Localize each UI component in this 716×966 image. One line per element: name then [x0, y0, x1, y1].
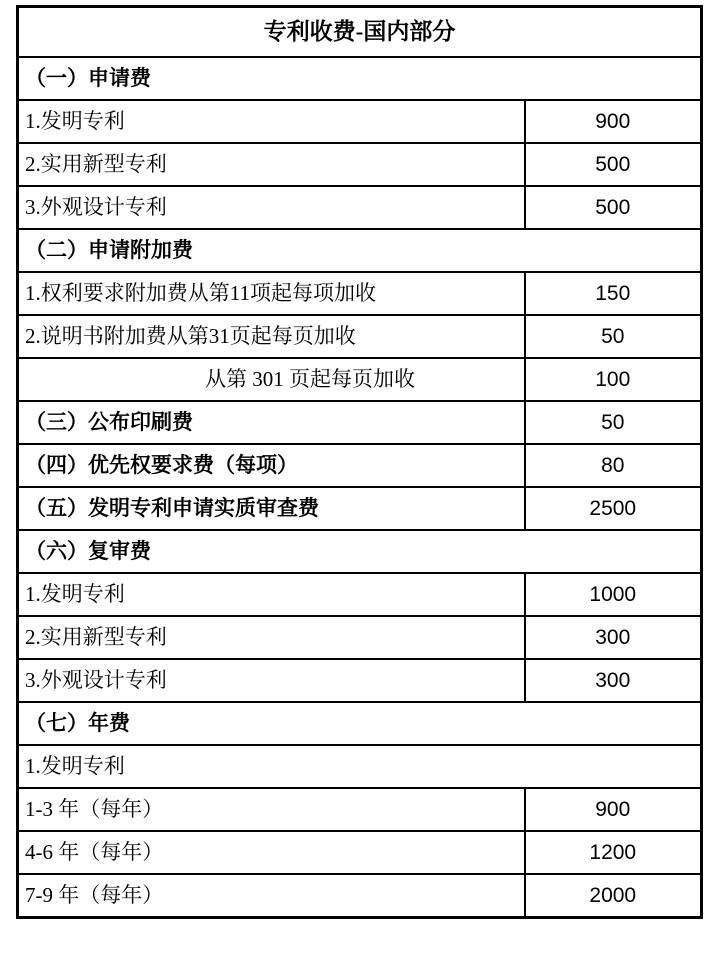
fee-value: 2000 [525, 874, 702, 918]
patent-fee-table [16, 5, 703, 919]
fee-value: 1000 [525, 573, 702, 616]
table-row [18, 831, 702, 874]
fee-value: 1200 [525, 831, 702, 874]
fee-value: 50 [525, 315, 702, 358]
section-header-application-fee: （一）申请费 [18, 57, 702, 100]
table-row [18, 573, 702, 616]
table-row [18, 702, 702, 745]
fee-value: 50 [525, 401, 702, 444]
fee-value: 900 [525, 100, 702, 143]
table-row [18, 229, 702, 272]
table-row [18, 315, 702, 358]
table-row [18, 57, 702, 100]
section-header-priority-claim-fee: （四）优先权要求费（每项） [18, 444, 525, 487]
fee-value: 500 [525, 143, 702, 186]
fee-value: 300 [525, 659, 702, 702]
fee-value: 2500 [525, 487, 702, 530]
fee-label: 1.发明专利 [18, 573, 525, 616]
fee-value: 150 [525, 272, 702, 315]
table-row [18, 530, 702, 573]
fee-label: 3.外观设计专利 [18, 659, 525, 702]
section-header-application-surcharge: （二）申请附加费 [18, 229, 702, 272]
fee-label: 2.说明书附加费从第31页起每页加收 [18, 315, 525, 358]
fee-label: 2.实用新型专利 [18, 143, 525, 186]
fee-value: 100 [525, 358, 702, 401]
table-row [18, 7, 702, 58]
fee-label: 2.实用新型专利 [18, 616, 525, 659]
section-header-annual-fee: （七）年费 [18, 702, 702, 745]
table-row [18, 788, 702, 831]
table-row [18, 358, 702, 401]
fee-label-indented: 从第 301 页起每页加收 [18, 358, 525, 401]
fee-value: 900 [525, 788, 702, 831]
table-row [18, 487, 702, 530]
fee-label: 7-9 年（每年） [18, 874, 525, 918]
fee-value: 500 [525, 186, 702, 229]
fee-label: 3.外观设计专利 [18, 186, 525, 229]
table-row [18, 143, 702, 186]
table-row [18, 745, 702, 788]
fee-label: 1-3 年（每年） [18, 788, 525, 831]
section-header-publication-printing-fee: （三）公布印刷费 [18, 401, 525, 444]
table-row [18, 659, 702, 702]
table-row [18, 401, 702, 444]
fee-label: 4-6 年（每年） [18, 831, 525, 874]
table-row [18, 272, 702, 315]
fee-label: 1.发明专利 [18, 100, 525, 143]
table-row [18, 616, 702, 659]
fee-value: 80 [525, 444, 702, 487]
section-header-reexamination-fee: （六）复审费 [18, 530, 702, 573]
section-header-substantive-examination-fee: （五）发明专利申请实质审查费 [18, 487, 525, 530]
fee-label: 1.权利要求附加费从第11项起每项加收 [18, 272, 525, 315]
table-row [18, 444, 702, 487]
fee-value: 300 [525, 616, 702, 659]
fee-label-full-width: 1.发明专利 [18, 745, 702, 788]
table-row [18, 100, 702, 143]
table-row [18, 874, 702, 918]
table-title: 专利收费-国内部分 [18, 7, 702, 58]
table-row [18, 186, 702, 229]
